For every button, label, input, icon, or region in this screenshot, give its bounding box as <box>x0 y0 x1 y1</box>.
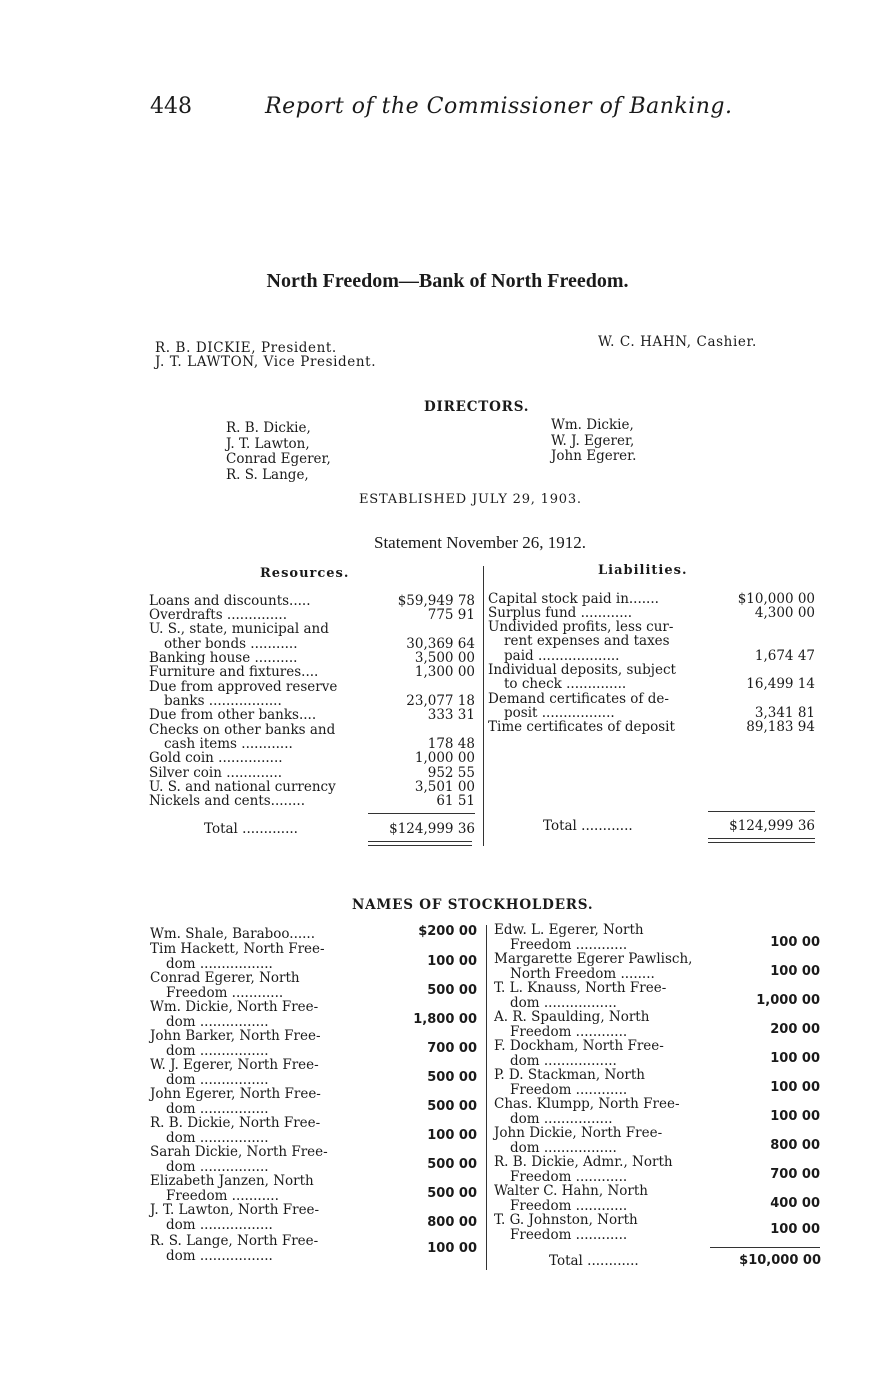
stockholder-name: F. Dockham, North Free- <box>494 1038 664 1054</box>
stockholder-name: Edw. L. Egerer, North <box>494 922 644 938</box>
row-label: Time certificates of deposit <box>488 719 675 735</box>
stockholder-amount: 1,000 00 <box>756 993 820 1008</box>
row-label: cash items ............ <box>164 736 293 752</box>
row-label: Demand certificates of de- <box>488 691 669 707</box>
row-amount: 4,300 00 <box>754 605 815 621</box>
stockholder-name: Wm. Dickie, North Free- <box>150 999 319 1015</box>
row-amount: $59,949 78 <box>397 593 475 609</box>
stockholder-name: T. G. Johnston, North <box>494 1212 638 1228</box>
stockholder-name-cont: Freedom ........... <box>166 1188 279 1204</box>
row-label: U. S., state, municipal and <box>149 621 329 637</box>
row-label: Individual deposits, subject <box>488 662 676 678</box>
bank-title: North Freedom—Bank of North Freedom. <box>266 270 629 292</box>
stockholder-name: Conrad Egerer, North <box>150 970 300 986</box>
stockholder-amount: 100 00 <box>770 1109 820 1124</box>
vice-president-line: J. T. LAWTON, Vice President. <box>155 354 377 370</box>
stockholder-amount: 200 00 <box>770 1022 820 1037</box>
row-amount: 1,300 00 <box>414 664 475 680</box>
stockholder-name: John Egerer, North Free- <box>150 1086 321 1102</box>
director-name: Wm. Dickie, <box>551 417 634 433</box>
stockholder-name-cont: Freedom ............ <box>166 985 284 1001</box>
director-name: John Egerer. <box>551 448 637 464</box>
row-label: Undivided profits, less cur- <box>488 619 674 635</box>
total-rule <box>368 813 475 814</box>
stockholder-name-cont: dom ................ <box>166 1130 269 1146</box>
stockholder-name-cont: dom ................. <box>510 1053 617 1069</box>
row-amount: 178 48 <box>427 736 475 752</box>
total-label: Total ............ <box>549 1253 639 1269</box>
total-rule <box>708 811 815 812</box>
stockholder-name-cont: dom ................. <box>510 995 617 1011</box>
president-line: R. B. DICKIE, President. <box>155 340 337 356</box>
row-amount: 23,077 18 <box>406 693 475 709</box>
row-amount: 3,501 00 <box>414 779 475 795</box>
row-amount: 775 91 <box>427 607 475 623</box>
stockholder-amount: $200 00 <box>418 924 477 939</box>
row-amount: 89,183 94 <box>746 719 815 735</box>
total-amount: $124,999 36 <box>389 821 475 837</box>
row-amount: 30,369 64 <box>406 636 475 652</box>
stockholder-amount: 700 00 <box>427 1041 477 1056</box>
stockholder-amount: 800 00 <box>427 1215 477 1230</box>
stockholder-name: W. J. Egerer, North Free- <box>150 1057 319 1073</box>
total-label: Total ............ <box>543 818 633 834</box>
row-amount: 1,674 47 <box>754 648 815 664</box>
stockholder-amount: 100 00 <box>770 1051 820 1066</box>
established-date: ESTABLISHED JULY 29, 1903. <box>359 492 582 507</box>
stockholder-name: T. L. Knauss, North Free- <box>494 980 667 996</box>
director-name: Conrad Egerer, <box>226 451 331 467</box>
stockholder-amount: 1,800 00 <box>413 1012 477 1027</box>
row-amount: 16,499 14 <box>746 676 815 692</box>
row-label: Capital stock paid in....... <box>488 591 659 607</box>
stockholder-name-cont: Freedom ............ <box>510 1024 628 1040</box>
stockholder-name-cont: dom ................. <box>166 1217 273 1233</box>
stockholder-name: Walter C. Hahn, North <box>494 1183 648 1199</box>
row-label: Overdrafts .............. <box>149 607 287 623</box>
stockholder-name-cont: Freedom ............ <box>510 1082 628 1098</box>
stockholder-name-cont: Freedom ............ <box>510 1198 628 1214</box>
stockholder-amount: 100 00 <box>427 1241 477 1256</box>
stockholder-name: R. B. Dickie, North Free- <box>150 1115 321 1131</box>
double-rule <box>708 842 815 843</box>
stockholder-name-cont: Freedom ............ <box>510 1227 628 1243</box>
stockholder-amount: 100 00 <box>427 954 477 969</box>
stockholder-name-cont: dom ................ <box>510 1111 613 1127</box>
directors-heading: DIRECTORS. <box>424 399 530 415</box>
running-title: Report of the Commissioner of Banking. <box>265 94 733 119</box>
stockholders-heading: NAMES OF STOCKHOLDERS. <box>352 897 594 913</box>
stockholder-name: Tim Hackett, North Free- <box>150 941 325 957</box>
stockholder-amount: 500 00 <box>427 983 477 998</box>
director-name: R. B. Dickie, <box>226 420 311 436</box>
statement-column-divider <box>483 566 484 846</box>
stockholder-name: J. T. Lawton, North Free- <box>150 1202 320 1218</box>
stockholder-name: Elizabeth Janzen, North <box>150 1173 314 1189</box>
stockholder-amount: 500 00 <box>427 1099 477 1114</box>
row-label: Due from approved reserve <box>149 679 338 695</box>
stockholder-amount: 500 00 <box>427 1186 477 1201</box>
stockholder-amount: 400 00 <box>770 1196 820 1211</box>
row-label: Surplus fund ............ <box>488 605 633 621</box>
row-amount: 333 31 <box>427 707 475 723</box>
cashier-line: W. C. HAHN, Cashier. <box>598 334 757 350</box>
stockholder-name: John Dickie, North Free- <box>494 1125 663 1141</box>
row-amount: $10,000 00 <box>737 591 815 607</box>
row-label: banks ................. <box>164 693 282 709</box>
directors-left-list <box>226 421 331 483</box>
row-label: to check .............. <box>504 676 627 692</box>
stockholder-amount: 100 00 <box>427 1128 477 1143</box>
stockholder-amount: 100 00 <box>770 935 820 950</box>
stockholder-name: A. R. Spaulding, North <box>494 1009 650 1025</box>
total-label: Total ............. <box>204 821 298 837</box>
double-rule <box>368 841 472 842</box>
director-name: W. J. Egerer, <box>551 432 635 449</box>
row-label: rent expenses and taxes <box>504 633 670 649</box>
row-label: Checks on other banks and <box>149 722 336 738</box>
row-label: U. S. and national currency <box>149 779 336 795</box>
stockholder-name-cont: Freedom ............ <box>510 1169 628 1185</box>
stockholder-name-cont: dom ................. <box>166 956 273 972</box>
row-amount: 952 55 <box>427 765 475 781</box>
row-label: Gold coin ............... <box>149 750 283 766</box>
total-rule <box>710 1247 820 1248</box>
double-rule <box>708 838 815 839</box>
row-label: other bonds ........... <box>164 636 298 652</box>
row-amount: 61 51 <box>436 793 475 809</box>
stockholder-name: Wm. Shale, Baraboo...... <box>150 926 316 942</box>
stockholder-name-cont: North Freedom ........ <box>510 966 655 982</box>
row-amount: 3,500 00 <box>414 650 475 666</box>
total-amount: $124,999 36 <box>729 818 815 834</box>
total-amount: $10,000 00 <box>739 1253 821 1268</box>
statement-title: Statement November 26, 1912. <box>374 533 586 552</box>
director-name: J. T. Lawton, <box>226 435 310 452</box>
stockholder-amount: 100 00 <box>770 1080 820 1095</box>
stockholder-amount: 500 00 <box>427 1157 477 1172</box>
stockholder-name: R. B. Dickie, Admr., North <box>494 1154 673 1170</box>
stockholder-amount: 100 00 <box>770 1222 820 1237</box>
stockholder-amount: 700 00 <box>770 1167 820 1182</box>
stockholder-name: Sarah Dickie, North Free- <box>150 1144 328 1160</box>
stockholders-column-divider <box>486 925 487 1270</box>
row-label: paid ................... <box>504 648 620 664</box>
stockholder-name-cont: dom ................ <box>166 1014 269 1030</box>
stockholder-name-cont: dom ................ <box>166 1101 269 1117</box>
stockholder-name: R. S. Lange, North Free- <box>150 1233 319 1249</box>
row-label: posit ................. <box>504 705 615 721</box>
stockholder-amount: 100 00 <box>770 964 820 979</box>
liabilities-heading: Liabilities. <box>598 563 688 578</box>
row-label: Furniture and fixtures.... <box>149 664 319 680</box>
row-label: Banking house .......... <box>149 650 298 666</box>
page-number: 448 <box>150 94 192 119</box>
stockholder-name-cont: dom ................. <box>166 1248 273 1264</box>
stockholder-name-cont: Freedom ............ <box>510 937 628 953</box>
stockholder-name-cont: dom ................ <box>166 1043 269 1059</box>
row-label: Loans and discounts..... <box>149 593 311 609</box>
directors-right-list <box>551 418 636 465</box>
row-label: Due from other banks.... <box>149 707 317 723</box>
stockholder-name-cont: dom ................ <box>166 1072 269 1088</box>
stockholder-name-cont: dom ................ <box>166 1159 269 1175</box>
director-name: R. S. Lange, <box>226 466 309 483</box>
row-label: Silver coin ............. <box>149 765 283 781</box>
resources-heading: Resources. <box>260 566 350 581</box>
stockholder-amount: 500 00 <box>427 1070 477 1085</box>
stockholder-amount: 800 00 <box>770 1138 820 1153</box>
row-amount: 1,000 00 <box>414 750 475 766</box>
row-label: Nickels and cents........ <box>149 793 306 809</box>
double-rule <box>368 845 472 846</box>
row-amount: 3,341 81 <box>754 705 815 721</box>
stockholder-name: John Barker, North Free- <box>150 1028 321 1044</box>
stockholder-name: Margarette Egerer Pawlisch, <box>494 951 693 967</box>
stockholder-name: P. D. Stackman, North <box>494 1067 645 1083</box>
stockholder-name-cont: dom ................. <box>510 1140 617 1156</box>
stockholder-name: Chas. Klumpp, North Free- <box>494 1096 680 1112</box>
